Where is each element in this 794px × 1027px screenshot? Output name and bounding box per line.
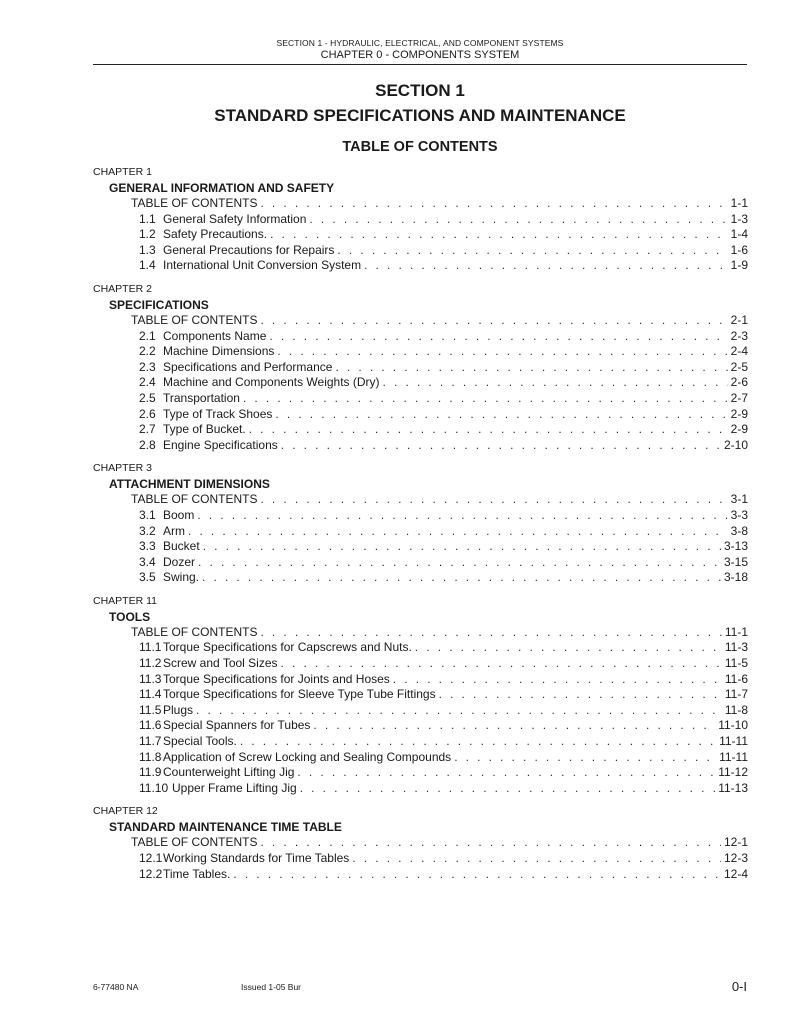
dot-leader	[277, 344, 727, 360]
entry-number: 3.1	[139, 507, 156, 522]
entry-title: Application of Screw Locking and Sealing Compounds	[163, 749, 452, 764]
entry-page: 1-9	[730, 258, 748, 273]
toc-entry[interactable]	[93, 765, 748, 781]
toc-entry[interactable]	[93, 391, 748, 407]
toc-entry[interactable]	[93, 835, 748, 851]
toc-entry[interactable]	[93, 640, 748, 656]
entry-title: Components Name	[163, 328, 267, 343]
toc-chapter	[93, 594, 748, 805]
dot-leader	[309, 212, 727, 228]
dot-leader	[281, 656, 722, 672]
entry-title: Working Standards for Time Tables	[163, 851, 350, 865]
entry-number: 12.1	[139, 851, 163, 865]
entry-number: 2.6	[139, 406, 156, 421]
toc-chapter	[93, 804, 748, 882]
dot-leader	[269, 329, 727, 345]
entry-number: 11.5	[139, 702, 162, 717]
chapter-label: CHAPTER 1	[93, 166, 152, 178]
entry-page: 11-11	[719, 734, 748, 749]
toc-entry[interactable]	[93, 196, 748, 212]
entry-page: 11-5	[724, 656, 748, 671]
entry-page: 3-13	[723, 539, 748, 554]
dot-leader	[260, 492, 727, 508]
entry-page: 12-1	[723, 835, 748, 850]
entry-title: Torque Specifications for Joints and Hoses	[163, 671, 390, 686]
entry-page: 2-7	[730, 390, 748, 405]
entry-number: 2.7	[139, 422, 156, 437]
entry-page: 3-18	[723, 570, 748, 585]
chapter-spacer	[93, 274, 748, 282]
toc-entry[interactable]	[93, 243, 748, 259]
toc-entry[interactable]	[93, 851, 748, 867]
entry-title: Safety Precautions.	[163, 227, 268, 242]
entry-page: 11-6	[724, 671, 748, 686]
dot-leader	[188, 524, 728, 540]
toc-entry[interactable]	[93, 750, 748, 766]
entry-number: 11.7	[139, 734, 162, 749]
chapter-label: CHAPTER 3	[93, 462, 152, 475]
entry-page: 11-13	[718, 780, 748, 795]
dot-leader	[233, 867, 721, 883]
page-footer	[93, 979, 747, 999]
dot-leader	[335, 360, 727, 376]
dot-leader	[364, 258, 728, 274]
toc-entry[interactable]	[93, 407, 748, 423]
chapter-spacer	[93, 453, 748, 461]
entry-title: Machine and Components Weights (Dry)	[163, 375, 380, 390]
entry-page: 12-3	[723, 851, 748, 865]
entry-page: 11-1	[724, 624, 748, 639]
toc-entry[interactable]	[93, 781, 748, 797]
toc-entry[interactable]	[93, 524, 748, 540]
entry-page: 2-9	[730, 422, 748, 437]
toc-heading: TABLE OF CONTENTS	[342, 139, 498, 155]
toc-entry[interactable]	[93, 329, 748, 345]
dot-leader	[313, 718, 715, 734]
entry-number: 11.1	[139, 640, 162, 655]
entry-title: Boom	[163, 507, 195, 522]
chapter-title: GENERAL INFORMATION AND SAFETY	[109, 181, 335, 195]
entry-number: 11.9	[139, 765, 162, 780]
entry-number: 11.4	[139, 687, 162, 702]
doc-number: 6-77480 NA	[93, 982, 139, 992]
toc-entry[interactable]	[93, 570, 748, 586]
dot-leader	[249, 422, 728, 438]
dot-leader	[439, 687, 722, 703]
entry-title: Engine Specifications	[163, 437, 278, 452]
entry-page: 1-4	[730, 227, 748, 242]
chapter-spacer	[93, 586, 748, 594]
dot-leader	[297, 765, 715, 781]
toc-entry[interactable]	[93, 718, 748, 734]
dot-leader	[415, 640, 722, 656]
entry-page: 3-8	[730, 523, 748, 538]
toc-chapter	[93, 165, 748, 282]
dot-leader	[352, 851, 721, 867]
dot-leader	[198, 555, 721, 571]
toc-chapter	[93, 282, 748, 461]
dot-leader	[260, 625, 721, 641]
dot-leader	[203, 539, 721, 555]
dot-leader	[275, 407, 727, 423]
entry-title: Plugs	[163, 702, 194, 717]
entry-number: 1.2	[139, 227, 156, 242]
dot-leader	[383, 375, 728, 391]
toc-chapter	[93, 461, 748, 594]
entry-page: 11-8	[724, 702, 748, 717]
issue-info: Issued 1-05 Bur	[241, 982, 302, 992]
toc-entry[interactable]	[93, 438, 748, 454]
dot-leader	[337, 243, 727, 259]
entry-title: Upper Frame Lifting Jig	[172, 780, 297, 795]
chapter-title: SPECIFICATIONS	[109, 297, 209, 312]
toc-entry[interactable]	[93, 360, 748, 376]
entry-page: 2-1	[730, 312, 748, 327]
entry-page: 11-3	[724, 640, 748, 655]
chapter-title: STANDARD MAINTENANCE TIME TABLE	[109, 820, 342, 835]
entry-title: Bucket	[163, 539, 200, 554]
toc-entry[interactable]	[93, 867, 748, 883]
dot-leader	[260, 835, 721, 851]
toc-entry[interactable]	[93, 539, 748, 555]
running-header-section: SECTION 1 - HYDRAULIC, ELECTRICAL, AND COMPONENT SYSTEMS	[276, 38, 564, 48]
entry-page: 12-4	[723, 866, 748, 881]
toc-entry[interactable]	[93, 734, 748, 750]
toc-entry[interactable]	[93, 212, 748, 228]
entry-title: General Safety Information	[163, 211, 307, 226]
entry-page: 11-12	[718, 765, 748, 780]
chapter-label: CHAPTER 2	[93, 282, 152, 295]
toc-entry[interactable]	[93, 555, 748, 571]
entry-number: 2.4	[139, 375, 156, 390]
entry-title: TABLE OF CONTENTS	[131, 835, 258, 850]
dot-leader	[243, 391, 728, 407]
entry-page: 3-15	[723, 554, 748, 569]
toc-entry[interactable]	[93, 625, 748, 641]
chapter-label: CHAPTER 11	[93, 594, 157, 607]
entry-title: General Precautions for Repairs	[163, 242, 335, 257]
dot-leader	[202, 570, 721, 586]
toc-entry[interactable]	[93, 492, 748, 508]
entry-title: Torque Specifications for Capscrews and Nuts.	[163, 640, 412, 655]
chapter-spacer	[93, 796, 748, 804]
toc-entry[interactable]	[93, 508, 748, 524]
entry-title: TABLE OF CONTENTS	[131, 492, 258, 507]
chapter-title: ATTACHMENT DIMENSIONS	[109, 477, 270, 492]
entry-title: International Unit Conversion System	[163, 258, 362, 273]
entry-page: 11-7	[724, 687, 748, 702]
entry-page: 2-4	[730, 344, 748, 359]
section-title: SECTION 1	[375, 81, 465, 100]
entry-number: 12.2	[139, 866, 163, 881]
entry-number: 11.10	[139, 780, 169, 795]
dot-leader	[300, 781, 715, 797]
toc-entry[interactable]	[93, 422, 748, 438]
section-subtitle: STANDARD SPECIFICATIONS AND MAINTENANCE	[214, 106, 626, 125]
entry-page: 1-6	[730, 242, 748, 257]
entry-number: 2.1	[139, 328, 156, 343]
toc-entry[interactable]	[93, 344, 748, 360]
entry-title: Time Tables.	[163, 866, 231, 881]
dot-leader	[454, 750, 716, 766]
entry-page: 2-10	[723, 437, 748, 452]
dot-leader	[240, 734, 716, 750]
entry-title: TABLE OF CONTENTS	[131, 624, 258, 639]
entry-title: TABLE OF CONTENTS	[131, 196, 258, 210]
toc-entry[interactable]	[93, 687, 748, 703]
entry-number: 2.5	[139, 390, 156, 405]
entry-title: Torque Specifications for Sleeve Type Tube Fittings	[163, 687, 436, 702]
entry-number: 3.2	[139, 523, 156, 538]
dot-leader	[196, 703, 722, 719]
toc-entry[interactable]	[93, 703, 748, 719]
table-of-contents	[93, 165, 748, 882]
entry-number: 3.3	[139, 539, 156, 554]
entry-title: Transportation	[163, 390, 240, 405]
entry-page: 2-9	[730, 406, 748, 421]
entry-number: 1.3	[139, 242, 156, 257]
entry-title: Dozer	[163, 554, 196, 569]
toc-entry[interactable]	[93, 258, 748, 274]
dot-leader	[197, 508, 727, 524]
entry-page: 11-10	[718, 718, 748, 733]
running-header-chapter: CHAPTER 0 - COMPONENTS SYSTEM	[320, 49, 520, 61]
entry-title: Screw and Tool Sizes	[163, 656, 278, 671]
entry-title: Type of Bucket.	[163, 422, 246, 437]
dot-leader	[281, 438, 721, 454]
toc-entry[interactable]	[93, 313, 748, 329]
entry-title: Specifications and Performance	[163, 359, 333, 374]
chapter-title: TOOLS	[109, 609, 151, 624]
dot-leader	[260, 196, 727, 212]
entry-number: 3.4	[139, 554, 156, 569]
entry-number: 1.1	[139, 211, 156, 226]
toc-entry[interactable]	[93, 227, 748, 243]
entry-page: 2-5	[730, 359, 748, 374]
entry-title: Swing.	[163, 570, 200, 585]
dot-leader	[260, 313, 727, 329]
entry-number: 11.2	[139, 656, 162, 671]
page-number: 0-I	[731, 979, 747, 994]
entry-page: 2-6	[730, 375, 748, 390]
entry-number: 2.2	[139, 344, 156, 359]
dot-leader	[270, 227, 728, 243]
entry-page: 11-11	[719, 749, 748, 764]
entry-page: 2-3	[730, 328, 748, 343]
toc-entry[interactable]	[93, 672, 748, 688]
entry-number: 2.8	[139, 437, 156, 452]
toc-entry[interactable]	[93, 656, 748, 672]
entry-page: 3-3	[730, 507, 748, 522]
entry-title: Special Spanners for Tubes	[163, 718, 311, 733]
toc-entry[interactable]	[93, 375, 748, 391]
header-rule	[93, 64, 747, 65]
entry-page: 1-3	[730, 211, 748, 226]
entry-title: TABLE OF CONTENTS	[131, 312, 258, 327]
entry-title: Type of Track Shoes	[163, 406, 273, 421]
entry-number: 11.6	[139, 718, 162, 733]
entry-title: Special Tools.	[163, 734, 237, 749]
entry-number: 2.3	[139, 359, 156, 374]
entry-title: Arm	[163, 523, 185, 538]
chapter-label: CHAPTER 12	[93, 805, 158, 818]
entry-number: 11.8	[139, 749, 162, 764]
entry-title: Counterweight Lifting Jig	[163, 765, 295, 780]
entry-page: 3-1	[730, 492, 748, 507]
entry-number: 3.5	[139, 570, 156, 585]
entry-page: 1-1	[730, 196, 748, 210]
entry-number: 11.3	[139, 671, 162, 686]
entry-number: 1.4	[139, 258, 156, 273]
entry-title: Machine Dimensions	[163, 344, 275, 359]
dot-leader	[393, 672, 722, 688]
